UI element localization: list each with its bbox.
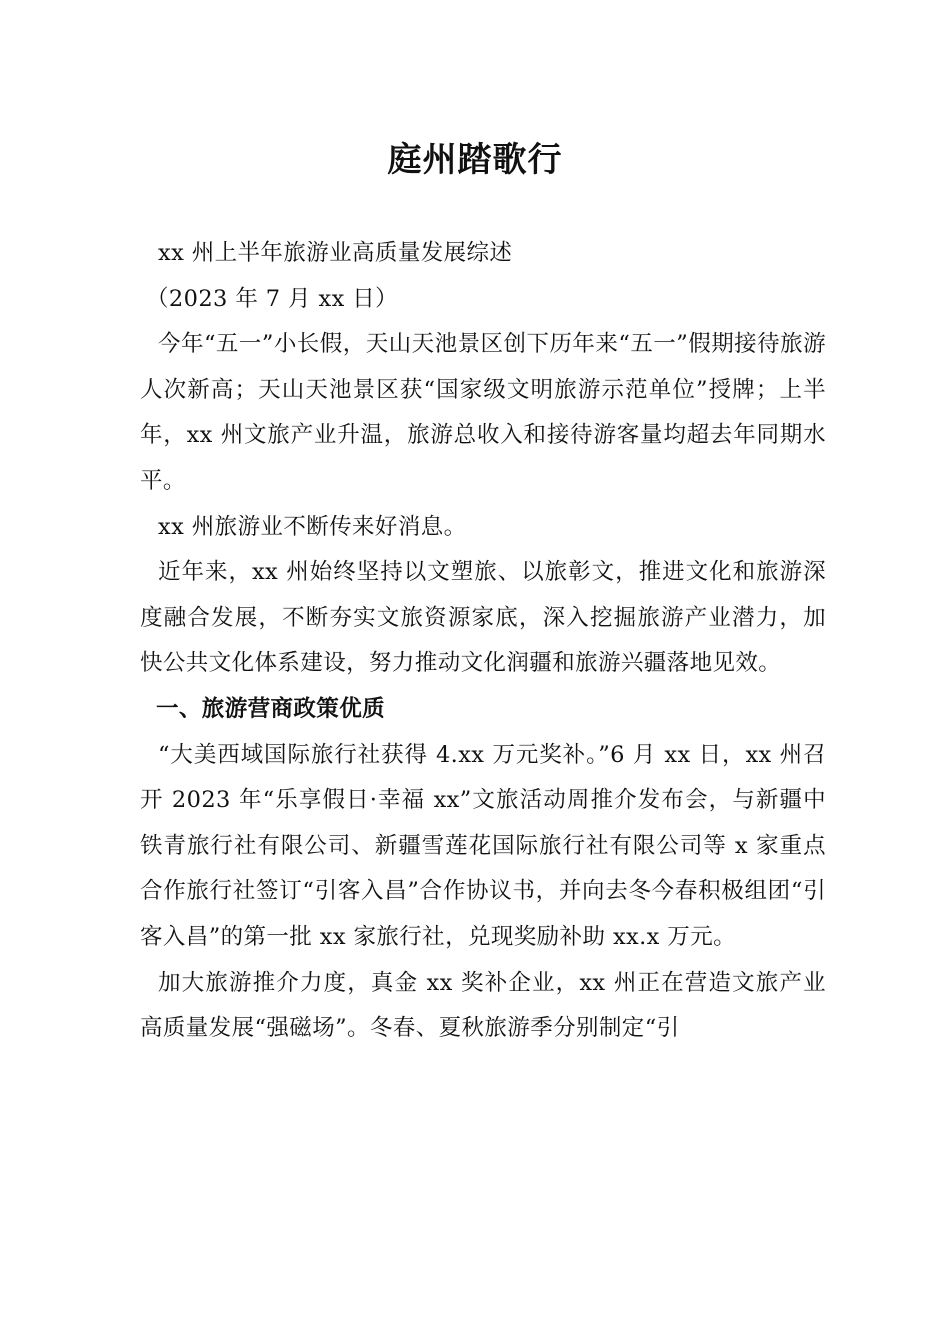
document-subtitle: xx 州上半年旅游业高质量发展综述 <box>158 240 513 266</box>
paragraph-2: xx 州旅游业不断传来好消息。 <box>158 513 467 540</box>
paragraph-4: “大美西域国际旅行社获得 4.xx 万元奖补。”6 月 xx 日，xx 州召开 2023 年“乐享假日·幸福 xx”文旅活动周推介发布会，与新疆中铁青旅行社有限公司、新疆雪莲花国际旅行社有限公司等 x 家重点合作旅行社签订“引客入昌”合作协议书，并向去冬今春积极组团“引客入昌”的第一批 xx 家旅行社，兑现奖励补助 xx.x 万元。 <box>140 741 826 950</box>
document-date: （2023 年 7 月 xx 日） <box>146 285 399 312</box>
paragraph-5: 加大旅游推介力度，真金 xx 奖补企业，xx 州正在营造文旅产业高质量发展“强磁场”。冬春、夏秋旅游季分别制定“引 <box>140 969 826 1042</box>
paragraph-1: 今年“五一”小长假，天山天池景区创下历年来“五一”假期接待旅游人次新高；天山天池景区获“国家级文明旅游示范单位”授牌；上半年，xx 州文旅产业升温，旅游总收入和接待游客量均超去年同期水平。 <box>140 331 826 494</box>
section-heading-1: 一、旅游营商政策优质 <box>156 695 386 722</box>
paragraph-3: 近年来，xx 州始终坚持以文塑旅、以旅彰文，推进文化和旅游深度融合发展，不断夯实文旅资源家底，深入挖掘旅游产业潜力，加快公共文化体系建设，努力推动文化润疆和旅游兴疆落地见效。 <box>140 559 826 677</box>
document-body <box>140 231 826 1052</box>
document-title: 庭州踏歌行 <box>387 140 563 180</box>
